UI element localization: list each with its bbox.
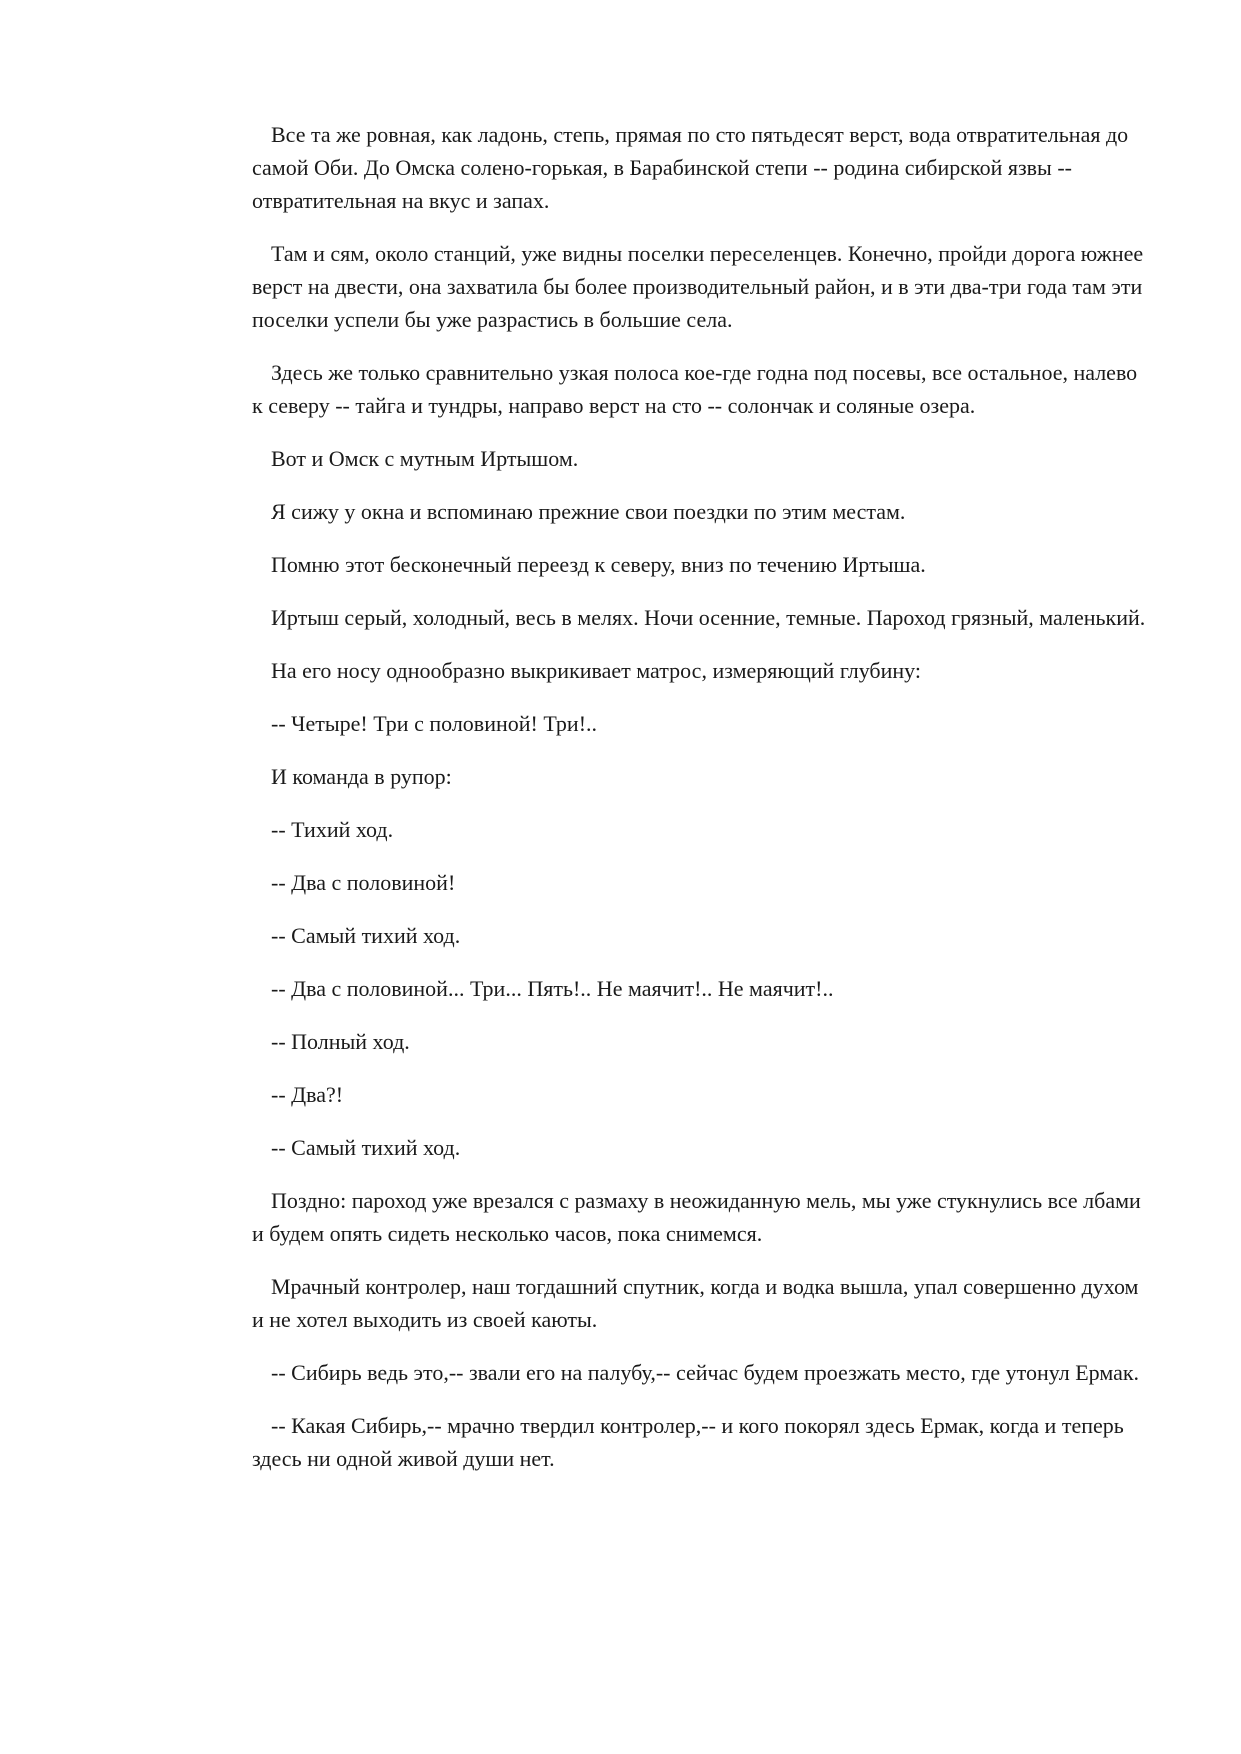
dialogue-line-8: -- Самый тихий ход. xyxy=(271,1135,461,1160)
dialogue-line-4: -- Самый тихий ход. xyxy=(271,923,461,948)
dialogue-line-10: -- Какая Сибирь,-- мрачно твердил контролер,-- и кого покорял здесь Ермак, когда и теперь здесь ни одной живой души нет. xyxy=(252,1413,1124,1471)
dialogue-line-9: -- Сибирь ведь это,-- звали его на палубу,-- сейчас будем проезжать место, где утонул Ермак. xyxy=(271,1360,1140,1385)
paragraph-5: Я сижу у окна и вспоминаю прежние свои поездки по этим местам. xyxy=(271,499,906,524)
paragraph-19: Мрачный контролер, наш тогдашний спутник, когда и водка вышла, упал совершенно духом и не хотел выходить из своей каюты. xyxy=(252,1274,1139,1332)
paragraph-10: И команда в рупор: xyxy=(271,764,452,789)
paragraph-7: Иртыш серый, холодный, весь в мелях. Ночи осенние, темные. Пароход грязный, маленький. xyxy=(271,605,1146,630)
dialogue-line-1: -- Четыре! Три с половиной! Три!.. xyxy=(271,711,598,736)
dialogue-line-2: -- Тихий ход. xyxy=(271,817,394,842)
dialogue-line-6: -- Полный ход. xyxy=(271,1029,410,1054)
paragraph-6: Помню этот бесконечный переезд к северу, вниз по течению Иртыша. xyxy=(271,552,926,577)
document-page xyxy=(252,118,1152,1495)
paragraph-18: Поздно: пароход уже врезался с размаху в неожиданную мель, мы уже стукнулись все лбами и будем опять сидеть несколько часов, пока снимемся. xyxy=(252,1188,1141,1246)
dialogue-line-3: -- Два с половиной! xyxy=(271,870,456,895)
paragraph-2: Там и сям, около станций, уже видны поселки переселенцев. Конечно, пройди дорога южнее верст на двести, она захватила бы более производительный район, и в эти два-три года там эти поселки успели бы уже разрастись в большие села. xyxy=(252,241,1144,332)
dialogue-line-5: -- Два с половиной... Три... Пять!.. Не маячит!.. Не маячит!.. xyxy=(271,976,834,1001)
paragraph-8: На его носу однообразно выкрикивает матрос, измеряющий глубину: xyxy=(271,658,921,683)
dialogue-line-7: -- Два?! xyxy=(271,1082,344,1107)
paragraph-1: Все та же ровная, как ладонь, степь, прямая по сто пятьдесят верст, вода отвратительная до самой Оби. До Омска солено-горькая, в Барабинской степи -- родина сибирской язвы -- отвратительная на вкус и запах. xyxy=(252,122,1129,213)
paragraph-3: Здесь же только сравнительно узкая полоса кое-где годна под посевы, все остальное, налево к северу -- тайга и тундры, направо верст на сто -- солончак и соляные озера. xyxy=(252,360,1138,418)
paragraph-4: Вот и Омск с мутным Иртышом. xyxy=(271,446,579,471)
